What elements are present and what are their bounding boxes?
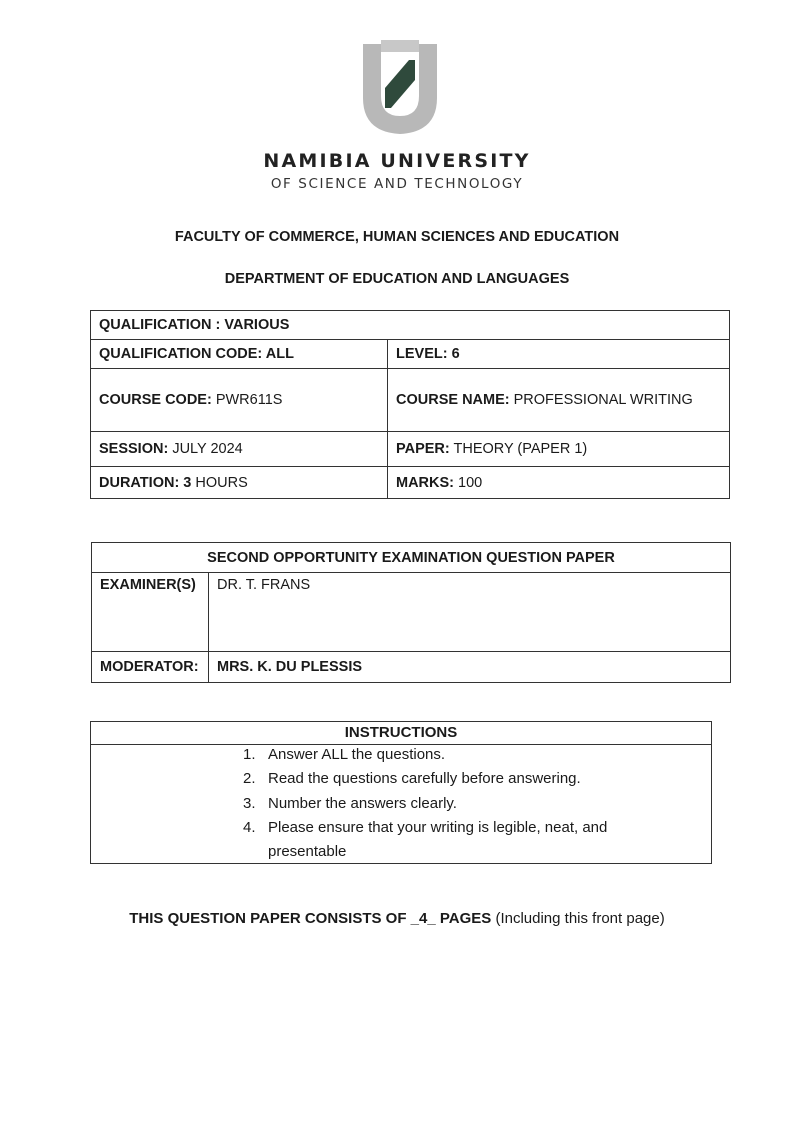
university-subtitle: OF SCIENCE AND TECHNOLOGY (270, 176, 524, 192)
course-code-cell: COURSE CODE: PWR611S (91, 369, 388, 432)
qualification-cell: QUALIFICATION : VARIOUS (91, 311, 730, 340)
instruction-item: 2. Read the questions carefully before answering. (243, 770, 581, 788)
examiner-value: DR. T. FRANS (209, 573, 731, 652)
paper-cell: PAPER: THEORY (PAPER 1) (388, 432, 730, 467)
instruction-item: 3. Number the answers clearly. (243, 794, 457, 812)
moderator-value: MRS. K. DU PLESSIS (209, 652, 731, 683)
session-cell: SESSION: JULY 2024 (91, 432, 388, 467)
instruction-item: 4. Please ensure that your writing is legible, neat, and presentable (243, 818, 608, 861)
instructions-title: INSTRUCTIONS (91, 722, 711, 745)
course-name-cell: COURSE NAME: PROFESSIONAL WRITING (388, 369, 730, 432)
instruction-item: 1. Answer ALL the questions. (243, 746, 446, 763)
instructions-list (243, 743, 633, 864)
moderator-label: MODERATOR: (92, 652, 209, 683)
exam-title: SECOND OPPORTUNITY EXAMINATION QUESTION PAPER (92, 543, 731, 573)
university-logo (355, 36, 445, 136)
course-details-table (90, 310, 730, 499)
university-name: NAMIBIA UNIVERSITY (263, 150, 531, 172)
page-count-note: THIS QUESTION PAPER CONSISTS OF _4_ PAGES (Including this front page) (129, 910, 665, 927)
department-heading: DEPARTMENT OF EDUCATION AND LANGUAGES (224, 271, 570, 287)
level-cell: LEVEL: 6 (388, 340, 730, 369)
marks-cell: MARKS: 100 (388, 467, 730, 499)
instructions-box (90, 721, 712, 864)
faculty-heading: FACULTY OF COMMERCE, HUMAN SCIENCES AND EDUCATION (174, 229, 620, 245)
examiner-label: EXAMINER(S) (92, 573, 209, 652)
examiner-table (91, 542, 731, 683)
qualification-code-cell: QUALIFICATION CODE: ALL (91, 340, 388, 369)
duration-cell: DURATION: 3 HOURS (91, 467, 388, 499)
